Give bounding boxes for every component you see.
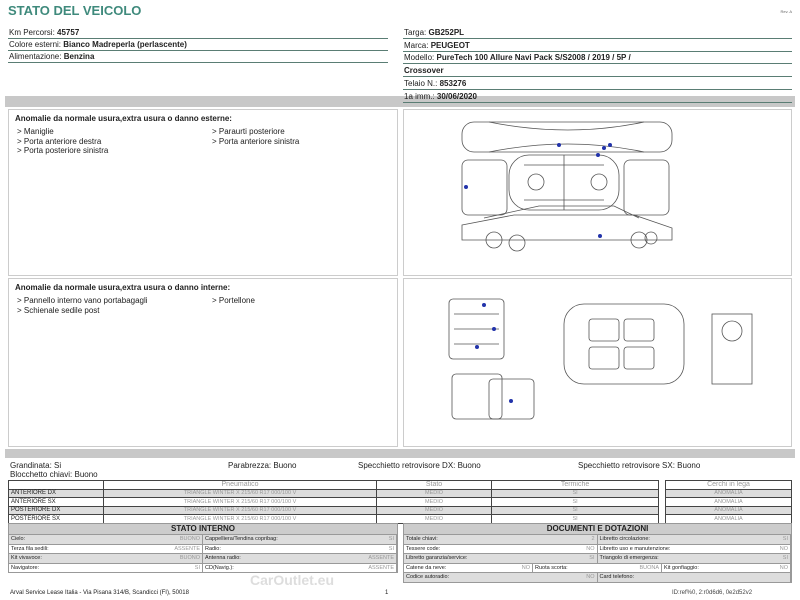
interior-section (8, 523, 398, 573)
status-label: Totale chiavi: (406, 536, 438, 542)
status-cell (598, 535, 792, 544)
internal-anomaly-list (17, 296, 397, 315)
rim-state: ANOMALIA (666, 515, 792, 524)
status-label: Cielo: (11, 536, 26, 542)
status-cell (203, 554, 397, 563)
damage-dot (598, 234, 602, 238)
status-value: NO (586, 545, 595, 552)
damage-markers (464, 143, 612, 238)
info-row (8, 51, 388, 63)
col-rims: Cerchi in lega (666, 481, 792, 490)
tyre-position: POSTERIORE DX (9, 506, 104, 515)
rim-row (666, 515, 792, 524)
exterior-diagram (403, 109, 792, 276)
tyre-table (8, 480, 659, 524)
anomaly-item: > Paraurti posteriore (212, 127, 285, 136)
key-lock-status: Blocchetto chiavi: Buono (10, 470, 98, 479)
info-label: Targa: (404, 28, 427, 37)
status-value: ASSENTE (368, 564, 394, 571)
anomaly-item: > Porta posteriore sinistra (17, 146, 109, 155)
info-row (8, 27, 388, 39)
status-label: Triangolo di emergenza: (599, 555, 659, 561)
status-cell (404, 573, 598, 582)
status-row (9, 534, 397, 544)
status-value: SI (589, 555, 595, 561)
tyre-model: TRIANGLE WINTER X 215/60 R17 000/100 V (104, 489, 377, 498)
status-value: ASSENTE (174, 545, 200, 552)
damage-dot (596, 153, 600, 157)
status-label: Kit gonfiaggio: (664, 564, 699, 571)
rim-state: ANOMALIA (666, 489, 792, 498)
status-cell (404, 564, 533, 573)
info-row (403, 52, 792, 64)
anomaly-item (212, 306, 402, 316)
damage-dot (475, 345, 479, 349)
info-value: 853276 (439, 78, 467, 88)
info-label: Alimentazione: (9, 52, 62, 61)
tyre-position: POSTERIORE SX (9, 515, 104, 524)
status-row (9, 553, 397, 563)
info-label: Marca: (404, 40, 429, 50)
col-winter: Termiche (492, 481, 659, 490)
status-label: Terza fila sedili: (11, 545, 49, 552)
rim-state: ANOMALIA (666, 506, 792, 515)
tyre-row (9, 515, 659, 524)
status-cell (598, 545, 792, 554)
status-cell (598, 573, 792, 582)
damage-dot (509, 399, 513, 403)
status-label: CD(Navig.): (205, 564, 234, 571)
tyre-position: ANTERIORE DX (9, 489, 104, 498)
rim-row (666, 506, 792, 515)
status-value: NO (586, 574, 595, 580)
status-value: BUONO (179, 536, 200, 542)
anomaly-item: > Schienale sedile post (17, 305, 100, 315)
tyre-winter: SI (492, 489, 659, 498)
anomaly-item: > Portellone (212, 296, 255, 305)
damage-dot (557, 143, 561, 147)
status-cell (203, 535, 397, 544)
tyre-model: TRIANGLE WINTER X 215/60 R17 000/100 V (104, 506, 377, 515)
status-value: SI (194, 564, 200, 571)
status-value: SI (388, 545, 394, 552)
status-cell (404, 535, 598, 544)
car-interior-diagram (404, 279, 793, 448)
status-row (404, 544, 791, 554)
tyre-position: ANTERIORE SX (9, 498, 104, 507)
status-label: Radio: (205, 545, 221, 552)
status-label: Cappelliera/Tendina copribag: (205, 536, 278, 542)
damage-dot (482, 303, 486, 307)
status-cell (598, 554, 792, 563)
status-label: Catene da neve: (406, 564, 447, 571)
status-row (404, 572, 791, 582)
mirror-dx-status: Specchietto retrovisore DX: Buono (358, 461, 481, 470)
info-value: 45757 (57, 28, 80, 37)
document-id: ID:ref%0, 2:r0d6d6, 0e2d52v2 (672, 590, 753, 596)
status-row (404, 534, 791, 544)
status-row (9, 563, 397, 573)
documents-heading: DOCUMENTI E DOTAZIONI (404, 524, 791, 534)
status-value: ASSENTE (368, 555, 394, 561)
anomaly-item: > Maniglie (17, 127, 54, 136)
damage-dot (602, 146, 606, 150)
anomaly-item: > Porta anteriore sinistra (212, 136, 300, 146)
tyre-winter: SI (492, 498, 659, 507)
status-cell (9, 564, 203, 573)
col-tyre: Pneumatico (104, 481, 377, 490)
page-number: 1 (385, 590, 389, 596)
status-value: NO (779, 545, 788, 552)
info-row (403, 91, 792, 103)
status-label: Ruota scorta: (535, 564, 568, 571)
anomaly-item (212, 146, 402, 156)
info-label: Modello: (404, 53, 435, 63)
revision: Rev. A (780, 9, 792, 14)
status-row (404, 553, 791, 563)
interior-heading: STATO INTERNO (9, 524, 397, 534)
internal-heading: Anomalie da normale usura,extra usura o danno interne: (15, 283, 231, 292)
status-cell (9, 535, 203, 544)
rim-state: ANOMALIA (666, 498, 792, 507)
status-value: NO (521, 564, 530, 571)
status-label: Navigatore: (11, 564, 40, 571)
status-label: Libretto garanzia/service: (406, 555, 468, 561)
tyre-state: MEDIO (377, 515, 492, 524)
rim-table (665, 480, 792, 524)
info-row (403, 27, 792, 39)
status-label: Card telefono: (599, 574, 635, 580)
status-label: Antenna radio: (205, 555, 241, 561)
status-cell (9, 545, 203, 554)
tyre-model: TRIANGLE WINTER X 215/60 R17 000/100 V (104, 498, 377, 507)
windshield-status: Parabrezza: Buono (228, 461, 297, 470)
mirror-sx-status: Specchietto retrovisore SX: Buono (578, 461, 701, 470)
status-cell (404, 554, 598, 563)
col-state: Stato (377, 481, 492, 490)
internal-damage-box (8, 278, 398, 447)
status-cell (203, 564, 397, 573)
info-value: Benzina (63, 52, 95, 61)
info-row (403, 78, 792, 90)
car-exterior-diagram (404, 110, 793, 277)
status-label: Libretto uso e manutenzione: (599, 545, 671, 552)
status-cell (203, 545, 397, 554)
status-value: SI (388, 536, 394, 542)
anomaly-item: > Porta anteriore destra (17, 136, 102, 146)
damage-markers (475, 303, 513, 403)
info-label: 1a imm.: (404, 91, 435, 101)
status-value: SI (782, 536, 788, 542)
info-value: PEUGEOT (430, 40, 470, 50)
status-label: Kit vivavoce: (11, 555, 42, 561)
footer-address: Arval Service Lease Italia - Via Pisana 314/B, Scandicci (FI), 50018 (10, 590, 189, 596)
status-value: 2 (591, 536, 595, 542)
rim-row (666, 489, 792, 498)
status-label: Tessere code: (406, 545, 441, 552)
status-cell (662, 564, 791, 573)
external-damage-box (8, 109, 398, 276)
tyre-state: MEDIO (377, 506, 492, 515)
status-value: SI (782, 555, 788, 561)
damage-dot (464, 185, 468, 189)
info-row (8, 39, 388, 51)
damage-dot (608, 143, 612, 147)
tyre-row (9, 506, 659, 515)
documents-section (403, 523, 792, 583)
info-row (403, 40, 792, 52)
info-value: 30/06/2020 (436, 91, 477, 101)
info-label: Km Percorsi: (9, 28, 55, 37)
info-value: GB252PL (428, 28, 465, 37)
status-cell (9, 554, 203, 563)
external-heading: Anomalie da normale usura,extra usura o danno esterne: (15, 114, 232, 123)
hail-status: Grandinata: Si (10, 461, 62, 470)
tyre-winter: SI (492, 515, 659, 524)
status-cell (533, 564, 662, 573)
tyre-model: TRIANGLE WINTER X 215/60 R17 000/100 V (104, 515, 377, 524)
tyre-state: MEDIO (377, 489, 492, 498)
tyre-row (9, 489, 659, 498)
tyre-state: MEDIO (377, 498, 492, 507)
status-cell (404, 545, 598, 554)
info-value: Bianco Madreperla (perlascente) (63, 40, 187, 49)
anomaly-item: > Pannello interno vano portabagagli (17, 296, 148, 305)
status-label: Libretto circolazione: (599, 536, 650, 542)
external-anomaly-list (17, 127, 397, 156)
page-title: STATO DEL VEICOLO (8, 3, 142, 18)
tyre-row (9, 498, 659, 507)
interior-diagram (403, 278, 792, 447)
status-value: NO (779, 564, 788, 571)
info-row (403, 65, 792, 77)
tyre-winter: SI (492, 506, 659, 515)
status-row (9, 544, 397, 554)
info-value: Crossover (404, 66, 444, 76)
rim-row (666, 498, 792, 507)
status-label: Codice autoradio: (406, 574, 450, 580)
info-label: Telaio N.: (404, 78, 438, 88)
info-value: PureTech 100 Allure Navi Pack S/S2008 / 2019 / 5P / (436, 53, 631, 63)
status-value: BUONA (639, 564, 659, 571)
status-value: BUONO (179, 555, 200, 561)
damage-dot (492, 327, 496, 331)
divider (5, 449, 795, 458)
watermark-logo: CarOutlet.eu (250, 572, 335, 588)
info-label: Colore esterni: (9, 40, 62, 49)
status-row (404, 563, 791, 573)
